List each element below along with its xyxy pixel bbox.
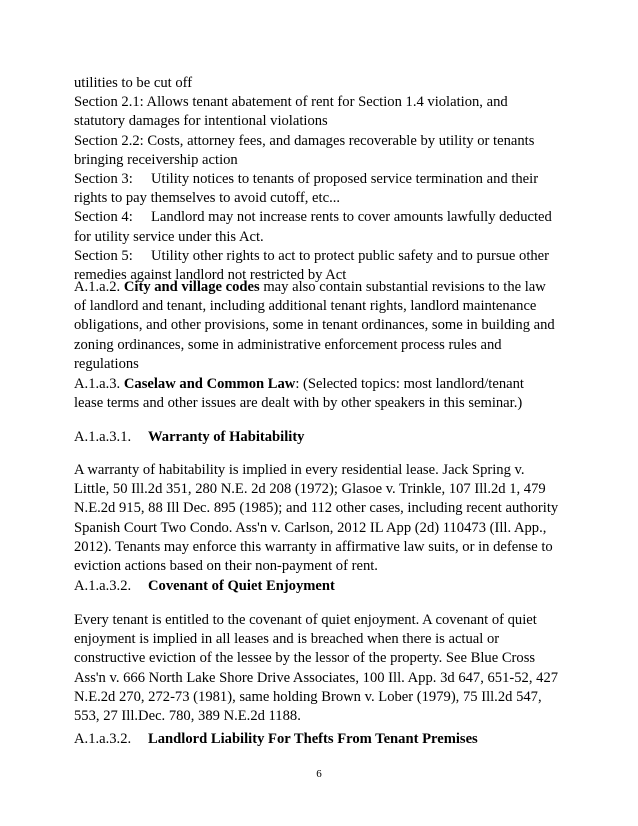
text-line: zoning ordinances, some in administrative enforcement process rules and — [74, 336, 502, 353]
section-number: A.1.a.3.2. — [74, 578, 132, 594]
text-line: obligations, and other provisions, some in tenant ordinances, some in building and — [74, 317, 555, 334]
heading-title: Covenant of Quiet Enjoyment — [148, 578, 335, 594]
text-line — [74, 375, 524, 394]
text-line: Every tenant is entitled to the covenant of quiet enjoyment. A covenant of quiet — [74, 612, 537, 628]
text-line: Spanish Court Two Condo. Ass'n v. Carlson, 2012 IL App (2d) 110473 (Ill. App., — [74, 519, 547, 536]
text-line: N.E.2d 915, 88 Ill Dec. 895 (1985); and 112 other cases, including recent authority — [74, 500, 559, 517]
heading-title: Landlord Liability For Thefts From Tenant Premises — [148, 731, 478, 747]
bold-term: City and village codes — [123, 279, 260, 295]
text-line: regulations — [74, 355, 139, 372]
city-codes-paragraph — [74, 278, 555, 374]
text-run: may also contain substantial revisions to the law — [259, 279, 546, 295]
section-number: A.1.a.3.1. — [74, 429, 132, 445]
text-line: Ass'n v. 666 North Lake Shore Drive Associates, 100 Ill. App. 3d 647, 651-52, 427 — [74, 669, 559, 686]
caselaw-paragraph — [74, 375, 524, 413]
text-line: Section 4: Landlord may not increase rents to cover amounts lawfully deducted — [74, 209, 552, 226]
text-line: A warranty of habitability is implied in every residential lease. Jack Spring v. — [74, 462, 525, 478]
quiet-enjoyment-heading — [74, 577, 335, 596]
text-line: remedies against landlord not restricted by Act — [74, 267, 347, 284]
text-line: constructive eviction of the lessee by the lessor of the property. See Blue Cross — [74, 650, 536, 667]
text-line: enjoyment is implied in all leases and is breached when there is actual or — [74, 631, 500, 648]
text-line: Section 2.2: Costs, attorney fees, and damages recoverable by utility or tenants — [74, 132, 535, 149]
text-line: 553, 27 Ill.Dec. 780, 389 N.E.2d 1188. — [74, 708, 301, 725]
sections-list — [74, 74, 552, 285]
page-number: 6 — [316, 768, 322, 780]
text-line: Section 2.1: Allows tenant abatement of rent for Section 1.4 violation, and — [74, 94, 508, 111]
text-line: utilities to be cut off — [74, 75, 193, 91]
text-line: bringing receivership action — [74, 151, 238, 168]
quiet-enjoyment-paragraph — [74, 611, 558, 726]
text-line — [74, 730, 478, 749]
text-line: eviction actions based on their non-payment of rent. — [74, 558, 378, 575]
text-line: 2012). Tenants may enforce this warranty in affirmative law suits, or in defense to — [74, 538, 553, 555]
habitability-heading — [74, 428, 304, 447]
text-line: N.E.2d 270, 272-73 (1981), same holding Brown v. Lober (1979), 75 Ill.2d 547, — [74, 688, 542, 705]
text-line: Little, 50 Ill.2d 351, 280 N.E. 2d 208 (1972); Glasoe v. Trinkle, 107 Ill.2d 1, 479 — [74, 481, 546, 498]
text-line: of landlord and tenant, including additional tenant rights, landlord maintenance — [74, 298, 537, 315]
text-line — [74, 577, 335, 596]
section-number: A.1.a.2. — [74, 279, 124, 295]
text-line: lease terms and other issues are dealt with by other speakers in this seminar.) — [74, 395, 523, 412]
bold-term: Caselaw and Common Law — [123, 376, 296, 392]
text-line: Section 5: Utility other rights to act to protect public safety and to pursue other — [74, 247, 550, 264]
section-number: A.1.a.3. — [74, 376, 124, 392]
text-run: : (Selected topics: most landlord/tenant — [295, 376, 524, 392]
heading-title: Warranty of Habitability — [148, 429, 305, 445]
text-line: statutory damages for intentional violations — [74, 113, 328, 130]
section-number: A.1.a.3.2. — [74, 731, 132, 747]
text-line — [74, 428, 304, 447]
text-line: rights to pay themselves to avoid cutoff, etc... — [74, 190, 341, 207]
text-line: Section 3: Utility notices to tenants of proposed service termination and their — [74, 171, 539, 188]
habitability-paragraph — [74, 461, 558, 576]
landlord-liability-heading — [74, 730, 478, 749]
text-line: for utility service under this Act. — [74, 228, 264, 245]
text-line — [74, 278, 555, 297]
